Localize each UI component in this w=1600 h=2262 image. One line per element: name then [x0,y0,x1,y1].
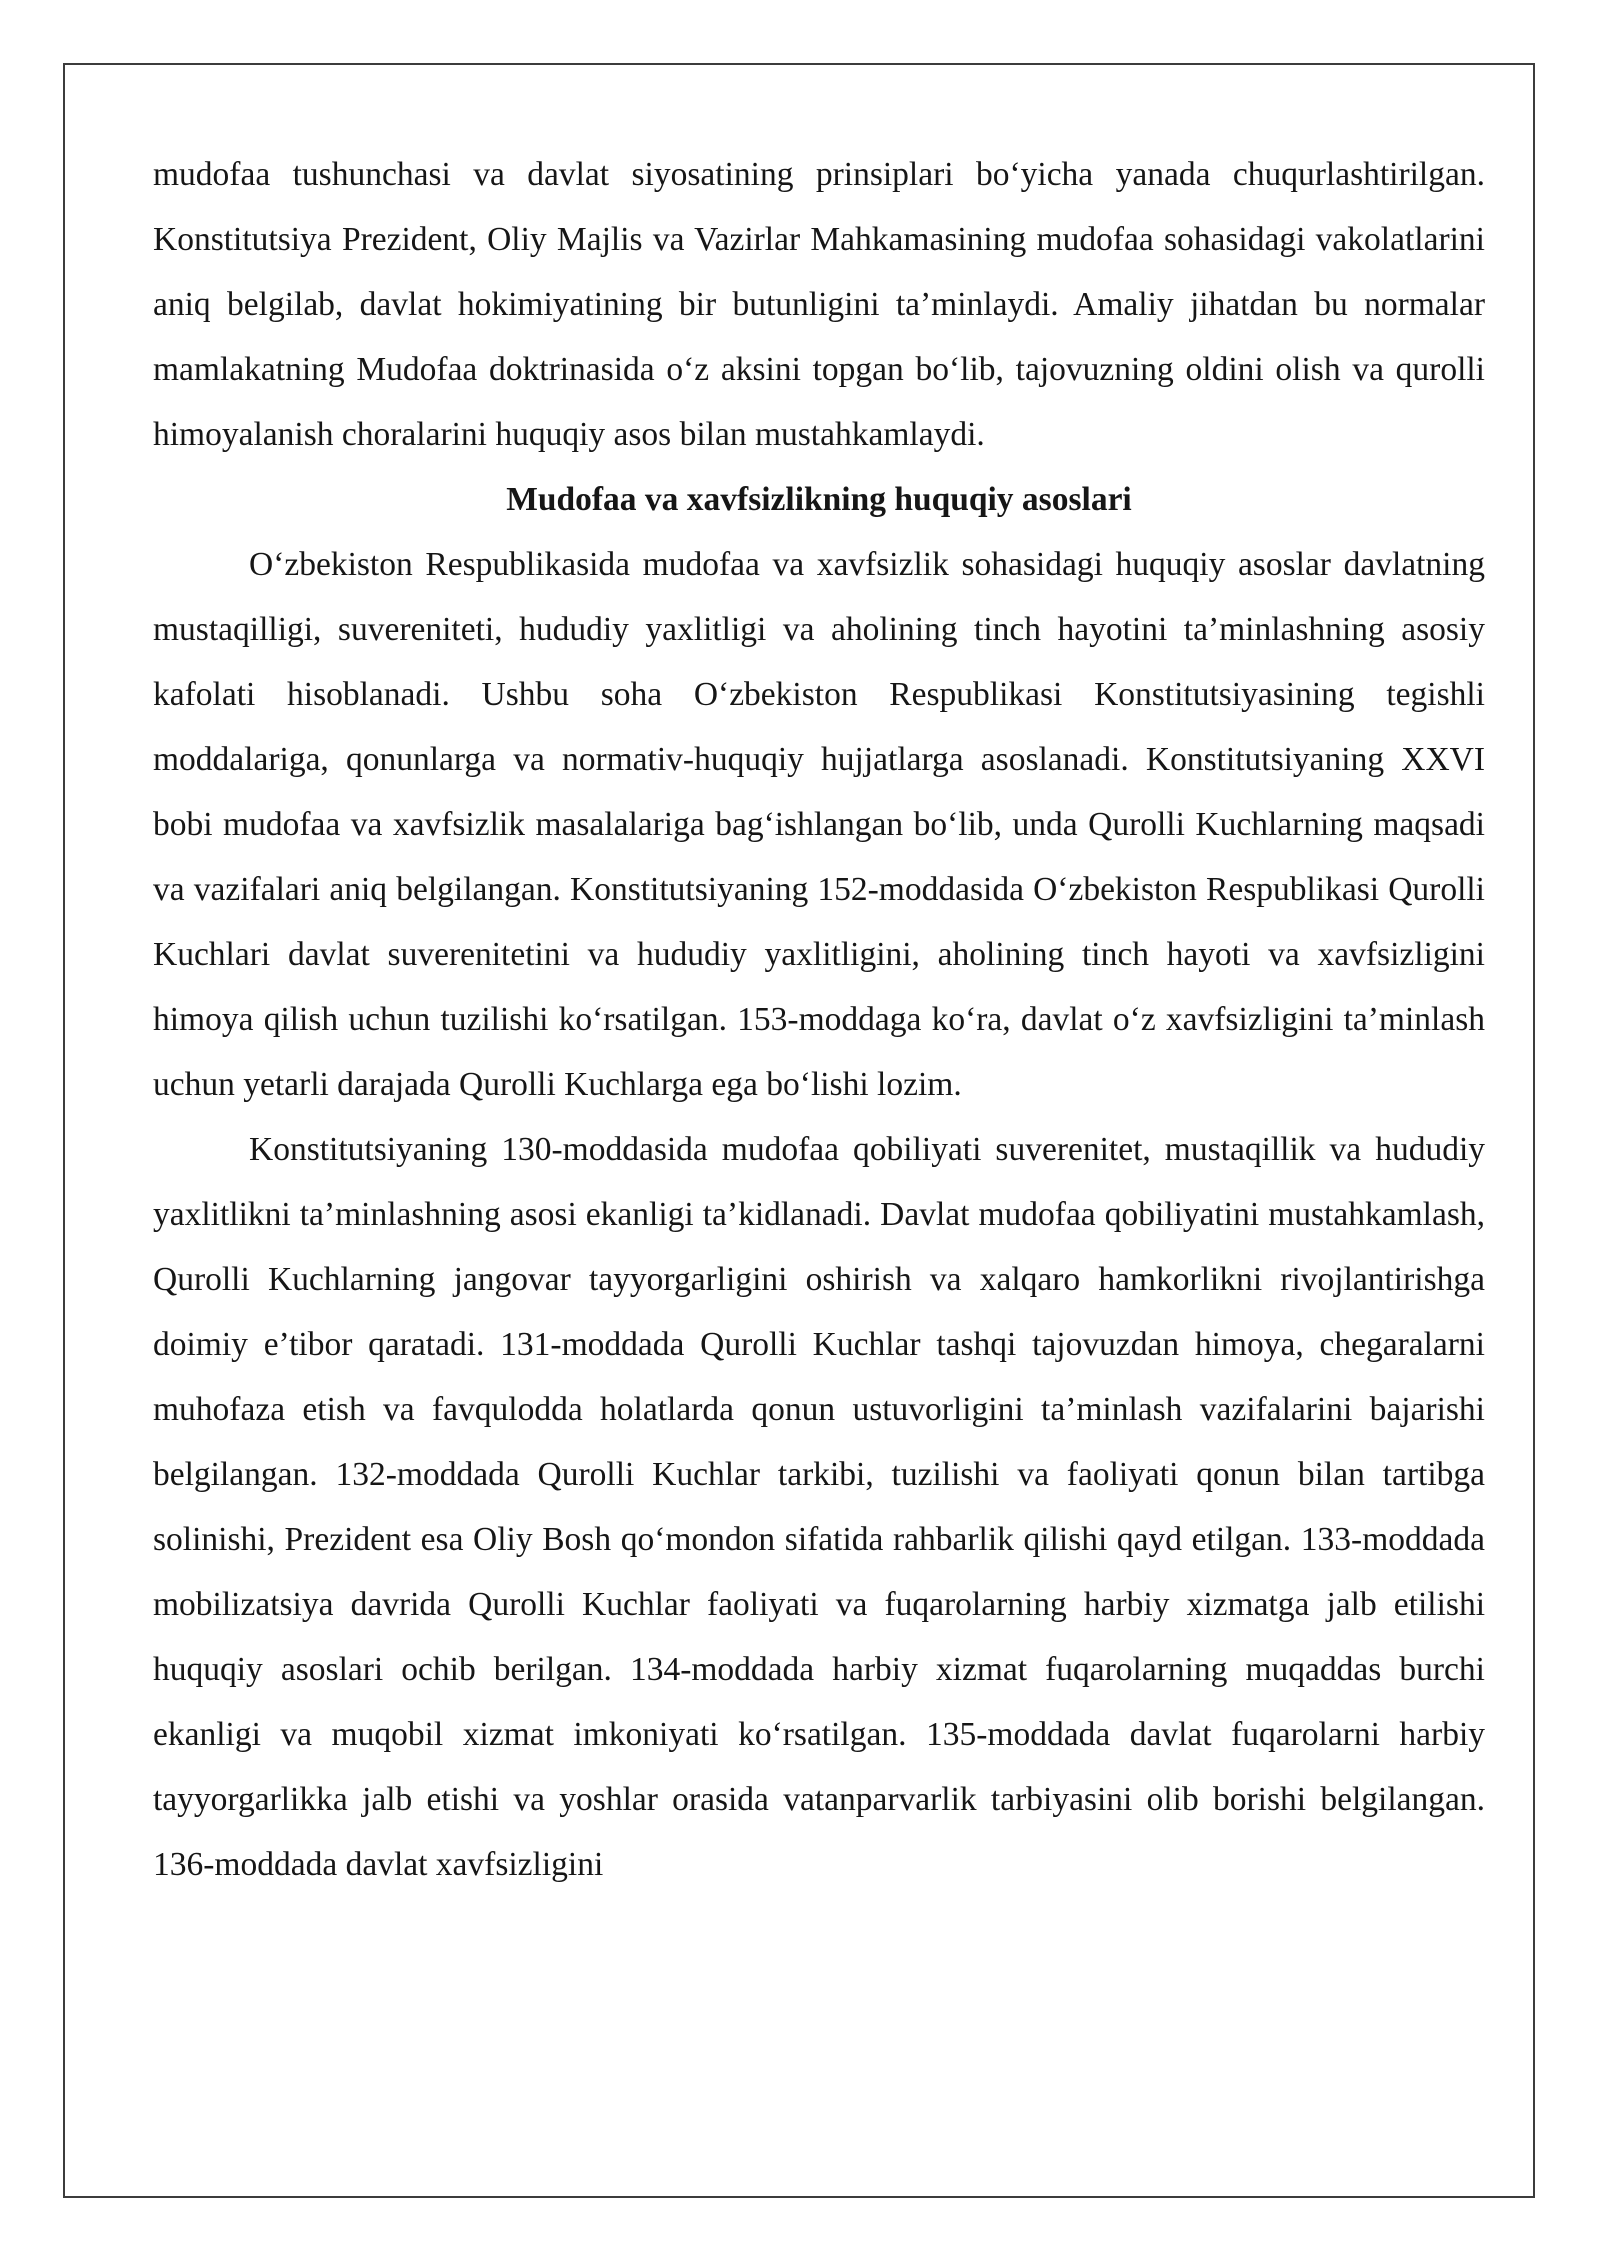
paragraph-continuation: mudofaa tushunchasi va davlat siyosatining prinsiplari bo‘yicha yanada chuqurlashtirilgan. Konstitutsiya Prezident, Oliy Majlis va Vazirlar Mahkamasining mudofaa sohasidagi vakolatlarini aniq belgilab, davlat hokimiyatining bir butunligini ta’minlaydi. Amaliy jihatdan bu normalar mamlakatning Mudofaa doktrinasida o‘z aksini topgan bo‘lib, tajovuzning oldini olish va qurolli himoyalanish choralarini huquqiy asos bilan mustahkamlaydi. [153,156,1485,453]
document-body [153,142,1485,1897]
section-heading: Mudofaa va xavfsizlikning huquqiy asoslari [506,481,1132,518]
paragraph-constitution-articles: Konstitutsiyaning 130-moddasida mudofaa qobiliyati suverenitet, mustaqillik va hududiy yaxlitlikni ta’minlashning asosi ekanligi ta’kidlanadi. Davlat mudofaa qobiliyatini mustahkamlash, Qurolli Kuchlarning jangovar tayyorgarligini oshirish va xalqaro hamkorlikni rivojlantirishga doimiy e’tibor qaratadi. 131-moddada Qurolli Kuchlar tashqi tajovuzdan himoya, chegaralarni muhofaza etish va favqulodda holatlarda qonun ustuvorligini ta’minlash vazifalarini bajarishi belgilangan. 132-moddada Qurolli Kuchlar tarkibi, tuzilishi va faoliyati qonun bilan tartibga solinishi, Prezident esa Oliy Bosh qo‘mondon sifatida rahbarlik qilishi qayd etilgan. 133-moddada mobilizatsiya davrida Qurolli Kuchlar faoliyati va fuqarolarning harbiy xizmatga jalb etilishi huquqiy asoslari ochib berilgan. 134-moddada harbiy xizmat fuqarolarning muqaddas burchi ekanligi va muqobil xizmat imkoniyati ko‘rsatilgan. 135-moddada davlat fuqarolarni harbiy tayyorgarlikka jalb etishi va yoshlar orasida vatanparvarlik tarbiyasini olib borishi belgilangan. 136-moddada davlat xavfsizligini [153,1131,1485,1883]
paragraph-legal-basis: O‘zbekiston Respublikasida mudofaa va xavfsizlik sohasidagi huquqiy asoslar davlatning mustaqilligi, suvereniteti, hududiy yaxlitligi va aholining tinch hayotini ta’minlashning asosiy kafolati hisoblanadi. Ushbu soha O‘zbekiston Respublikasi Konstitutsiyasining tegishli moddalariga, qonunlarga va normativ-huquqiy hujjatlarga asoslanadi. Konstitutsiyaning XXVI bobi mudofaa va xavfsizlik masalalariga bag‘ishlangan bo‘lib, unda Qurolli Kuchlarning maqsadi va vazifalari aniq belgilangan. Konstitutsiyaning 152-moddasida O‘zbekiston Respublikasi Qurolli Kuchlari davlat suverenitetini va hududiy yaxlitligini, aholining tinch hayoti va xavfsizligini himoya qilish uchun tuzilishi ko‘rsatilgan. 153-moddaga ko‘ra, davlat o‘z xavfsizligini ta’minlash uchun yetarli darajada Qurolli Kuchlarga ega bo‘lishi lozim. [153,546,1485,1103]
